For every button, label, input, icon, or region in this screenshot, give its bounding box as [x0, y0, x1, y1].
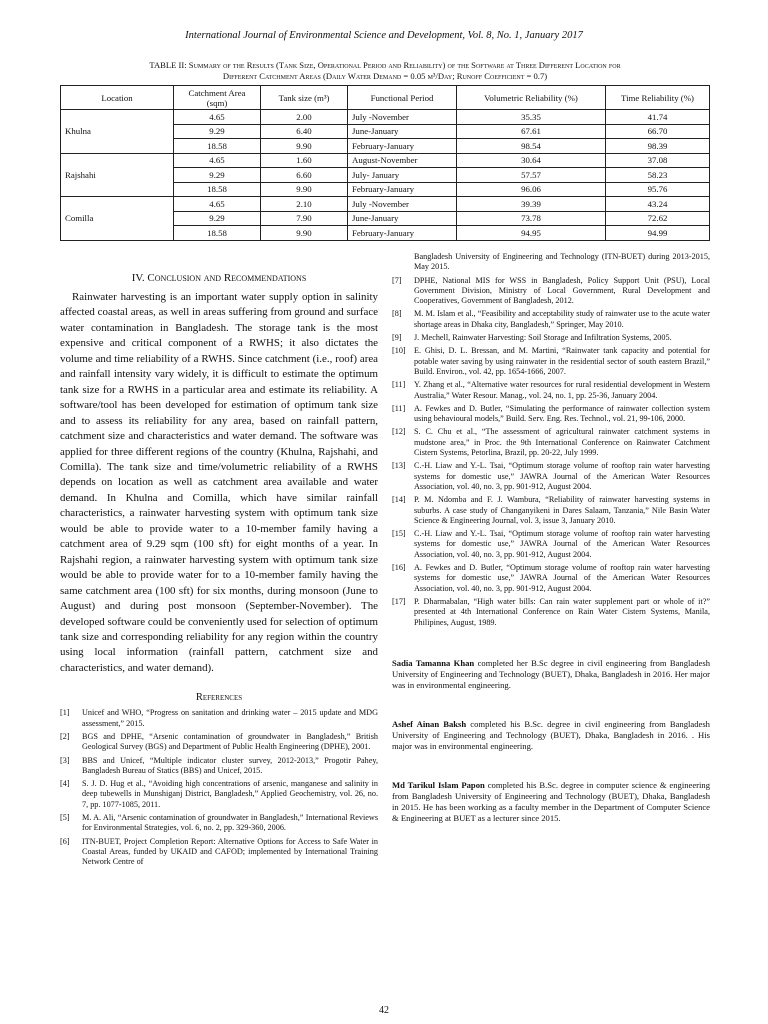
author-bios [392, 658, 710, 824]
author-bio-text: completed his B.Sc. degree in civil engineering from Bangladesh University of Engineering and Technology (BUET), Dhaka, Bangladesh in 2016. . His major was in environmental engineering. [392, 718, 710, 751]
table-body [61, 110, 710, 241]
volumetric-reliability-cell: 39.39 [457, 197, 606, 212]
catchment-area-cell: 9.29 [174, 124, 261, 139]
journal-header: International Journal of Environmental Science and Development, Vol. 8, No. 1, January 2017 [185, 30, 583, 41]
volumetric-reliability-cell: 30.64 [457, 153, 606, 168]
col-location: Location [61, 86, 174, 110]
reference-number: [3] [60, 755, 70, 765]
catchment-area-cell: 18.58 [174, 226, 261, 241]
reference-item [392, 529, 710, 560]
reference-continuation [392, 252, 710, 273]
reference-number: [5] [60, 813, 70, 822]
reference-text: Unicef and WHO, “Progress on sanitation and drinking water – 2015 update and MDG assessment,” 2015. [82, 708, 378, 728]
functional-period-cell: February-January [348, 226, 457, 241]
reference-item [392, 495, 710, 526]
catchment-area-cell: 9.29 [174, 168, 261, 183]
page-number: 42 [379, 1005, 389, 1016]
time-reliability-cell: 58.23 [606, 168, 710, 183]
reference-text: DPHE, National MIS for WSS in Bangladesh, Policy Support Unit (PSU), Local Government Division, Ministry of Local Government, Rural Development and Cooperatives, Government of Bangladesh, 2012. [414, 275, 710, 306]
time-reliability-cell: 98.39 [606, 139, 710, 154]
reference-number: [17] [392, 596, 406, 606]
reference-item [392, 346, 710, 377]
catchment-area-cell: 4.65 [174, 197, 261, 212]
reference-text: S. C. Chu et al., “The assessment of agricultural rainwater catchment systems in mudstone area,” in Proc. the 9th International Conference on Rainwater Catchment Cistern Systems, Petorlina, Brazil, pp. 20-22, July 1999. [414, 427, 710, 458]
reference-text: C.-H. Liaw and Y.-L. Tsai, “Optimum storage volume of rooftop rain water harvesting systems for domestic use,” JAWRA Journal of the American Water Resources Association, vol. 40, no. 3, pp. 901-912, August 2004. [414, 461, 710, 491]
location-cell: Rajshahi [61, 153, 174, 197]
tank-size-cell: 6.60 [261, 168, 348, 183]
functional-period-cell: August-November [348, 153, 457, 168]
summary-table [60, 85, 710, 241]
author-bio [392, 658, 710, 691]
reference-6-continuation: Bangladesh University of Engineering and Technology (ITN-BUET) during 2013-2015, May 2015. [414, 252, 710, 272]
author-name: Ashef Ainan Baksh [392, 718, 467, 729]
col-catchment-area: Catchment Area (sqm) [174, 86, 261, 110]
reference-text: C.-H. Liaw and Y.-L. Tsai, “Optimum storage volume of rooftop rain water harvesting systems for domestic use,” JAWRA Journal of the American Water Resources Association, vol. 40, no. 3, pp. 901-912, August 2004. [414, 529, 710, 559]
reference-item [60, 756, 378, 777]
col-time-reliability: Time Reliability (%) [606, 86, 710, 110]
location-cell: Khulna [61, 110, 174, 154]
functional-period-cell: February-January [348, 182, 457, 197]
time-reliability-cell: 95.76 [606, 182, 710, 197]
catchment-area-cell: 18.58 [174, 182, 261, 197]
reference-number: [4] [60, 779, 70, 789]
table-caption-line2: Different Catchment Areas (Daily Water Demand = 0.05 m³/Day; Runoff Coefficient = 0.7) [222, 71, 548, 81]
col-functional-period: Functional Period [348, 86, 457, 110]
reference-text: BBS and Unicef, “Multiple indicator cluster survey, 2012-2013,” Progotir Pahey, Bangladesh Bureau of Statics (BBS) and Unicef, 2015. [82, 755, 378, 775]
reference-item [392, 309, 710, 330]
reference-item [392, 380, 710, 401]
section-title: IV. Conclusion and Recommendations [131, 272, 307, 284]
reference-number: [9] [392, 333, 402, 343]
author-bio-text: completed his B.Sc. degree in computer science & engineering from Bangladesh University of Engineering and Technology (BUET), Dhaka, Bangladesh in 2015. He has been working as a faculty member in the Department of Computer Science & Engineering at BUET as a lecturer since 2015. [392, 779, 710, 823]
reference-text: A. Fewkes and D. Butler, “Simulating the performance of rainwater collection system using behavioural models,” Build. Serv. Eng. Res. Technol., vol. 21, 99-106, 2000. [414, 403, 710, 424]
catchment-area-cell: 9.29 [174, 211, 261, 226]
reference-item [60, 708, 378, 729]
functional-period-cell: July -November [348, 197, 457, 212]
functional-period-cell: June-January [348, 124, 457, 139]
table-row [61, 153, 710, 168]
reference-item [60, 837, 378, 868]
reference-text: A. Fewkes and D. Butler, “Optimum storage volume of rooftop rain water harvesting systems for domestic use,” JAWRA Journal of the American Water Resources Association, vol. 40, no. 3, pp. 901-912, August 2004. [414, 563, 710, 593]
tank-size-cell: 6.40 [261, 124, 348, 139]
reference-number: [8] [392, 309, 402, 319]
conclusion-paragraph: Rainwater harvesting is an important water supply option in salinity affected coastal areas, as well in areas suffering from ground and surface water contamination in Bangladesh. The storage tank is the most expensive and critical component of a RWHS; it also dictates the volume and time reliability of a RWHS. Since catchment (i.e., roof) area and rainfall intensity vary widely, it is difficult to estimate the optimum tank size for a RWHS in a particular area and estimate its reliability. A software/tool has been developed for estimation of optimum tank size and to assess its reliability for any area, based on rainfall pattern, catchment size and characteristics and water demand. The software was applied for three different regions of the country (Khulna, Rajshahi, and Comilla). The tank size and time/volumetric reliability of a RWHS depends on location as well as catchment area available and water demand. In Khulna and Comilla, which have similar rainfall characteristics, a rainwater harvesting system with optimum tank size would be able to provide water to a 10-member family having a catchment area of 9.29 sqm (100 sft) for eight months of a year. In Rajshahi region, a rainwater harvesting system with optimum tank size would be able to provide water for to a 10-member family having the same catchment area (100 sft) for six months, during monsoon (June to August) and during post monsoon (September-November). The developed software could be conveniently used for selection of optimum tank size and corresponding reliability for any region within the country using local information (rainfall pattern, catchment size and characteristics, and water demand). [60, 291, 378, 674]
reference-text: J. Mechell, Rainwater Harvesting: Soil Storage and Infiltration Systems, 2005. [414, 333, 672, 343]
reference-text: Y. Zhang et al., “Alternative water resources for rural residential development in Western Australia,” Water Resour. Manag., vol. 24, no. 1, pp. 25-36, January 2004. [414, 380, 710, 400]
reference-number: [12] [392, 427, 406, 437]
col-volumetric-reliability: Volumetric Reliability (%) [457, 86, 606, 110]
tank-size-cell: 9.90 [261, 182, 348, 197]
reference-item [60, 779, 378, 810]
volumetric-reliability-cell: 67.61 [457, 124, 606, 139]
reference-number: [14] [392, 495, 406, 505]
catchment-area-cell: 18.58 [174, 139, 261, 154]
reference-item [392, 276, 710, 307]
table-row [61, 110, 710, 125]
volumetric-reliability-cell: 35.35 [457, 110, 606, 125]
reference-number: [6] [60, 836, 70, 846]
reference-number: [1] [60, 708, 70, 718]
time-reliability-cell: 72.62 [606, 211, 710, 226]
reference-text: M. M. Islam et al., “Feasibility and acceptability study of rainwater use to the acute water shortage areas in Dhaka city, Bangladesh,” Springer, May 2010. [414, 309, 710, 329]
reference-number: [10] [392, 346, 406, 356]
functional-period-cell: February-January [348, 139, 457, 154]
reference-text: P. M. Ndomba and F. J. Wambura, “Reliability of rainwater harvesting systems in suburbs. A case study of Changanyikeni in Dares Salaam, Tanzania,” Nile Basin Water Science & Engineering Journal, vol. 3, issue 3, January 2010. [414, 495, 710, 525]
reference-item [392, 563, 710, 594]
functional-period-cell: July -November [348, 110, 457, 125]
tank-size-cell: 9.90 [261, 139, 348, 154]
reference-text: M. A. Ali, “Arsenic contamination of groundwater in Bangladesh,” International Reviews for Environmental Strategies, vol. 6, no. 2, pp. 329-360, 2006. [82, 813, 378, 833]
reference-number: [15] [392, 529, 406, 539]
reference-number: [13] [392, 461, 406, 471]
volumetric-reliability-cell: 98.54 [457, 139, 606, 154]
reference-text: E. Ghisi, D. L. Bressan, and M. Martini, “Rainwater tank capacity and potential for potable water saving by using rainwater in the residential sector of south eastern Brazil,” Build. Environ., vol. 42, pp. 1654-1666, 2007. [414, 346, 710, 376]
reference-text: ITN-BUET, Project Completion Report: Alternative Options for Access to Safe Water in Coastal Areas, funded by UKAID and CAFOD; implemented by International Training Network Centre of [82, 836, 378, 867]
tank-size-cell: 7.90 [261, 211, 348, 226]
col-tank-size: Tank size (m³) [261, 86, 348, 110]
volumetric-reliability-cell: 57.57 [457, 168, 606, 183]
catchment-area-cell: 4.65 [174, 110, 261, 125]
catchment-area-cell: 4.65 [174, 153, 261, 168]
volumetric-reliability-cell: 96.06 [457, 182, 606, 197]
reference-item [392, 404, 710, 425]
references-list-left [60, 708, 378, 867]
references-title: References [195, 692, 243, 704]
reference-item [60, 732, 378, 753]
author-bio-text: completed her B.Sc degree in civil engineering from Bangladesh University of Engineering and Technology (BUET), Dhaka, Bangladesh in 2016. Her major was in environmental engineering. [392, 657, 710, 690]
reference-text: BGS and DPHE, “Arsenic contamination of groundwater in Bangladesh,” British Geological Survey (BGS) and Department of Public Health Engineering (DPHE), 2001. [82, 731, 378, 752]
functional-period-cell: June-January [348, 211, 457, 226]
table-caption [60, 60, 710, 82]
time-reliability-cell: 41.74 [606, 110, 710, 125]
time-reliability-cell: 94.99 [606, 226, 710, 241]
reference-number: [11] [392, 380, 406, 390]
table-caption-line1: TABLE II: Summary of the Results (Tank Size, Operational Period and Reliability) of the Software at Three Different Location for [149, 60, 621, 70]
tank-size-cell: 1.60 [261, 153, 348, 168]
reference-item [392, 427, 710, 458]
author-bio [392, 780, 710, 824]
tank-size-cell: 2.00 [261, 110, 348, 125]
reference-item [392, 597, 710, 628]
functional-period-cell: July- January [348, 168, 457, 183]
reference-number: [16] [392, 563, 406, 573]
table-header-row [61, 86, 710, 110]
table-row [61, 197, 710, 212]
location-cell: Comilla [61, 197, 174, 241]
volumetric-reliability-cell: 73.78 [457, 211, 606, 226]
reference-number: [7] [392, 275, 402, 285]
volumetric-reliability-cell: 94.95 [457, 226, 606, 241]
tank-size-cell: 9.90 [261, 226, 348, 241]
tank-size-cell: 2.10 [261, 197, 348, 212]
reference-number: [2] [60, 731, 70, 741]
author-bio [392, 719, 710, 752]
reference-item [392, 461, 710, 492]
reference-item [60, 813, 378, 834]
right-column [392, 252, 710, 824]
reference-item [392, 333, 710, 343]
reference-text: P. Dharmabalan, “High water bills: Can rain water supplement part or whole of it?” presented at 4th International Conference on Rain Water Cistern Systems, Manila, Philipines, August, 1989. [414, 596, 710, 627]
time-reliability-cell: 37.08 [606, 153, 710, 168]
reference-number: [11] [392, 403, 406, 413]
left-column [60, 272, 378, 870]
author-name: Sadia Tamanna Khan [392, 657, 475, 668]
time-reliability-cell: 43.24 [606, 197, 710, 212]
references-list-right [392, 276, 710, 628]
author-name: Md Tarikul Islam Papon [392, 779, 485, 790]
reference-text: S. J. D. Hug et al., “Avoiding high concentrations of arsenic, manganese and salinity in deep tubewells in Munshiganj District, Bangladesh,” Applied Geochemistry, vol. 26, no. 7, pp. 1077-1085, 2011. [82, 779, 378, 809]
time-reliability-cell: 66.70 [606, 124, 710, 139]
